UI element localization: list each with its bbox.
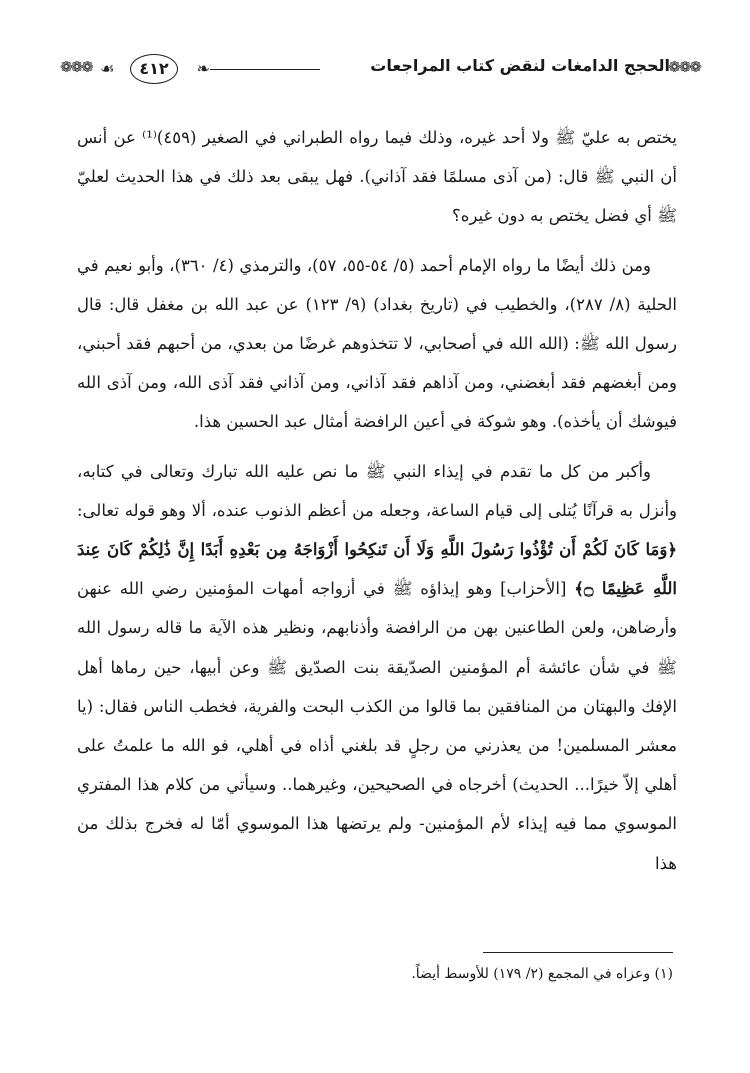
page-header xyxy=(60,50,700,92)
paragraph xyxy=(77,452,677,883)
flourish-icon: ☙ xyxy=(100,59,115,78)
verse-reference: [الأحزاب] xyxy=(500,579,567,599)
paragraph-text: وهو إيذاؤه ﷺ في أزواجه أمهات المؤمنين رضي الله عنهن وأرضاهن، ولعن الطاعنين بهن من الرافضة وأذنابهم، ونظير هذه الآية ما قاله رسول الله ﷺ في شأن عائشة أم المؤمنين الصدّيقة بنت الصدّيق ﷺ وعن أبيها، حين رماها أهل الإفك والبهتان من المنافقين بما قالوا من الكذب البحت والفرية، فخطب الناس فقال: (يا معشر المسلمين! من يعذرني من رجلٍ قد بلغني أذاه في أهلي، فو الله ما علمتُ على أهلي إلاّ خيرًا... الحديث) أخرجاه في الصحيحين، وغيرهما.. وسيأتي من كلام هذا المفتري الموسوي مما فيه إيذاء لأم المؤمنين- ولم يرتضها هذا الموسوي أمّا له فخرج بذلك من هذا xyxy=(77,579,677,873)
paragraph-text: وأكبر من كل ما تقدم في إيذاء النبي ﷺ ما نص عليه الله تبارك وتعالى في كتابه، وأنزل به قرآنًا يُتلى إلى قيام الساعة، وجعله من أعظم الذنوب عنده، ألا وهو قوله تعالى: xyxy=(77,461,677,520)
paragraph: يختص به عليّ ﷺ ولا أحد غيره، وذلك فيما رواه الطبراني في الصغير (٤٥٩)⁽¹⁾ عن أنس أن النبي ﷺ قال: (من آذى مسلمًا فقد آذاني). فهل يبقى بعد ذلك في هذا الحديث لعليّ ﷺ أي فضل يختص به دون غيره؟ xyxy=(77,128,677,226)
flourish-icon: ❧ xyxy=(196,59,210,78)
footnote-rule xyxy=(483,952,673,953)
header-ornament-left: ❁❁❁ xyxy=(60,58,92,76)
main-text xyxy=(77,118,677,893)
paragraph: ومن ذلك أيضًا ما رواه الإمام أحمد (٥/ ٥٤-٥٥، ٥٧)، والترمذي (٤/ ٣٦٠)، وأبو نعيم في الحلية (٨/ ٢٨٧)، والخطيب في (تاريخ بغداد) (٩/ ١٢٣) عن عبد الله بن مغفل قال: قال رسول الله ﷺ: (الله الله في أصحابي، لا تتخذوهم غرضًا من بعدي، من أحبهم فقد أحبني، ومن أبغضهم فقد أبغضني، ومن آذاهم فقد آذاني، ومن آذاني فقد آذى الله، ومن آذى الله فيوشك أن يأخذه). وهو شوكة في أعين الرافضة أمثال عبد الحسين هذا. xyxy=(77,255,677,432)
page-number: ٤١٢ xyxy=(130,54,178,84)
quran-verse: ﴿وَمَا كَانَ لَكُمْ أَن تُؤْذُوا رَسُولَ اللَّهِ وَلَا أَن تَنكِحُوا أَزْوَاجَهُ مِن بَعْدِهِ أَبَدًا إِنَّ ذَٰلِكُمْ كَانَ عِندَ اللَّهِ عَظِيمًا ۝﴾ xyxy=(77,540,677,599)
header-rule xyxy=(210,69,320,70)
header-ornament-right: ❁❁❁ xyxy=(668,58,700,76)
footnote: (١) وعزاه في المجمع (٢/ ١٧٩) للأوسط أيضاً. xyxy=(411,966,673,982)
running-title: الحجج الدامغات لنقض كتاب المراجعات xyxy=(370,56,670,75)
page-number-frame xyxy=(100,52,210,86)
